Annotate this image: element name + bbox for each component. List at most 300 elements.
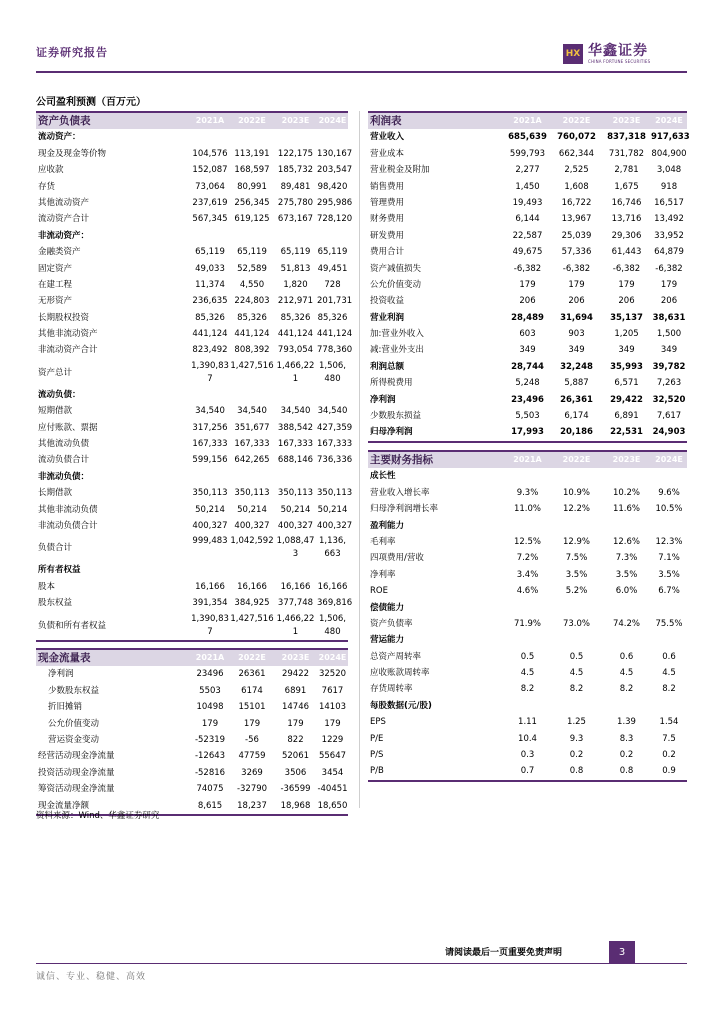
table-row <box>368 244 687 260</box>
row-value: 6.7% <box>658 586 680 597</box>
row-value: 179 <box>568 279 585 290</box>
row-value: 1,427,516 <box>230 360 274 371</box>
row-value: 1.54 <box>659 717 679 728</box>
column-header-2023e: 2023E <box>281 653 310 662</box>
row-value: 32,248 <box>560 361 593 372</box>
row-value <box>504 600 551 616</box>
row-value: 728,120 <box>317 214 353 225</box>
row-value: 1.39 <box>617 717 636 728</box>
table-title: 现金流量表 <box>38 652 91 664</box>
row-value: 34,540 <box>280 406 311 417</box>
row-label: 资产减值损失 <box>370 263 422 274</box>
row-value: 5,248 <box>515 378 540 389</box>
column-header-2021a: 2021A <box>195 653 225 662</box>
row-value: 736,336 <box>317 455 353 466</box>
row-label: 非流动负债合计 <box>38 520 98 531</box>
row-value: 377,748 <box>277 598 314 609</box>
row-value: 369,816 <box>317 598 353 609</box>
row-value: 152,087 <box>192 165 228 176</box>
row-label: 营业收入 <box>370 132 405 143</box>
row-label: 资产负债率 <box>370 618 413 629</box>
table-row <box>368 632 687 648</box>
row-label: 毛利率 <box>370 536 396 547</box>
table-row <box>36 562 348 578</box>
row-value: 599,156 <box>192 455 228 466</box>
row-value: 0.9 <box>662 766 676 777</box>
row-value: -6,382 <box>612 263 641 274</box>
table-row <box>36 403 348 419</box>
row-value: 7.2% <box>516 553 539 564</box>
row-value: 237,619 <box>192 197 228 208</box>
row-label: 短期借款 <box>38 406 73 417</box>
table-row <box>36 387 348 403</box>
row-value: 688,146 <box>277 455 314 466</box>
row-label: 费用合计 <box>370 247 405 258</box>
table-title: 利润表 <box>370 115 402 127</box>
row-value: 1,205 <box>614 329 639 340</box>
row-value: 350,113 <box>192 488 228 499</box>
row-value: 599,793 <box>509 148 546 159</box>
table-row <box>368 518 687 534</box>
row-value: 1,136,663 <box>318 536 347 560</box>
page-number: 3 <box>609 941 635 963</box>
row-value: 11.6% <box>612 504 640 515</box>
row-value: 728 <box>324 279 341 290</box>
row-value: 4.6% <box>516 586 539 597</box>
row-value: 3.5% <box>615 569 638 580</box>
row-value <box>551 468 602 484</box>
table-row <box>36 699 348 715</box>
row-value: 5,887 <box>564 378 589 389</box>
row-value <box>317 228 348 244</box>
row-label: 其他流动负债 <box>38 439 90 450</box>
row-value <box>651 518 687 534</box>
row-value: 85,326 <box>280 312 311 323</box>
row-label: 销售费用 <box>370 181 405 192</box>
table-row <box>368 326 687 342</box>
row-label: 总资产周转率 <box>370 651 422 662</box>
table-row <box>368 501 687 517</box>
table-row <box>368 583 687 599</box>
table-row <box>36 666 348 682</box>
row-value: 33,952 <box>654 230 684 241</box>
row-label: 偿债能力 <box>370 602 405 613</box>
row-value: 14746 <box>281 702 310 713</box>
source-note: 资料来源：Wind、华鑫证券研究 <box>36 811 160 821</box>
table-row <box>368 277 687 293</box>
table-row <box>368 342 687 358</box>
table-row <box>36 436 353 452</box>
table-row <box>368 146 687 162</box>
row-value: 4.5 <box>662 668 676 679</box>
row-value: 4,550 <box>239 279 265 290</box>
section-title: 公司盈利预测（百万元） <box>36 97 146 108</box>
row-label: 投资活动现金净流量 <box>38 767 115 778</box>
row-label: P/E <box>370 733 384 744</box>
row-value: 18,968 <box>280 800 311 811</box>
row-label: 非流动资产合计 <box>38 345 98 356</box>
row-value: 73,064 <box>195 181 225 192</box>
table-row <box>36 683 348 699</box>
row-value: 3.5% <box>658 569 680 580</box>
row-label: 存货周转率 <box>370 684 413 695</box>
row-value: 18,237 <box>237 800 267 811</box>
row-value: 760,072 <box>557 132 596 143</box>
row-label: 负债和所有者权益 <box>38 620 107 631</box>
table-row <box>36 162 353 178</box>
row-value: 3.4% <box>516 569 539 580</box>
row-value: -36599 <box>280 784 311 795</box>
row-value: 350,113 <box>277 488 314 499</box>
table-row <box>368 567 687 583</box>
table-row <box>368 747 687 763</box>
row-value: 441,124 <box>277 329 314 340</box>
row-value <box>274 228 317 244</box>
table-row <box>368 359 687 375</box>
row-value <box>504 468 551 484</box>
row-value: 400,327 <box>277 520 314 531</box>
row-value: 16,166 <box>280 581 311 592</box>
table-header-row <box>36 648 348 666</box>
row-value: 85,326 <box>195 312 225 323</box>
row-value: 2,277 <box>515 165 540 176</box>
row-value: 317,256 <box>192 422 228 433</box>
table-row <box>368 129 690 145</box>
row-value: 35,993 <box>610 361 643 372</box>
row-value: 3,048 <box>656 165 682 176</box>
row-value: 1,506,480 <box>318 360 347 384</box>
row-label: ROE <box>370 586 388 597</box>
row-value: 130,167 <box>317 148 353 159</box>
row-value: 23496 <box>196 669 224 680</box>
row-label: 所得税费用 <box>370 378 413 389</box>
column-header-2022e: 2022E <box>562 116 591 125</box>
disclaimer-note: 请阅读最后一页重要免责声明 <box>445 948 563 958</box>
table-row <box>36 228 348 244</box>
row-value <box>230 562 274 578</box>
row-value: 71.9% <box>513 618 541 629</box>
row-value: 4.5 <box>569 668 584 679</box>
row-value: 823,492 <box>192 345 228 356</box>
column-header-2021a: 2021A <box>513 455 542 464</box>
row-label: 净利润 <box>48 669 74 680</box>
row-value: 13,967 <box>561 214 592 225</box>
row-value: 1,390,837 <box>191 360 229 384</box>
row-value: 185,732 <box>277 165 314 176</box>
table-row <box>36 293 353 309</box>
logo-mark-icon: HX <box>563 44 583 64</box>
row-value: 6.0% <box>615 586 638 597</box>
income-statement-table <box>368 111 690 441</box>
row-value: 2,525 <box>564 165 589 176</box>
row-value <box>230 469 274 485</box>
table-row <box>36 342 353 358</box>
row-value <box>230 387 274 403</box>
row-value: 0.2 <box>619 750 634 761</box>
row-value: 203,547 <box>317 165 353 176</box>
row-label: 其他非流动负债 <box>38 504 98 515</box>
row-value: 6,174 <box>564 411 589 422</box>
row-value: 236,635 <box>192 296 228 307</box>
table-row <box>36 534 348 562</box>
row-value: 26361 <box>238 669 266 680</box>
table-row <box>368 534 687 550</box>
row-value <box>274 469 317 485</box>
row-value: 74.2% <box>612 618 640 629</box>
row-value: 10.4 <box>518 733 537 744</box>
row-value: 3.5% <box>565 569 588 580</box>
table-row <box>36 195 353 211</box>
row-value: 61,443 <box>611 247 642 258</box>
table-title: 资产负债表 <box>38 115 91 127</box>
row-value: 50,214 <box>237 504 267 515</box>
row-value: 804,900 <box>651 148 687 159</box>
row-value <box>651 632 687 648</box>
row-value: 50,214 <box>317 504 348 515</box>
row-value: 0.6 <box>619 651 634 662</box>
row-value: 55647 <box>318 751 347 762</box>
table-row <box>368 211 687 227</box>
table-row <box>368 375 687 391</box>
row-value: 9.3% <box>516 487 539 498</box>
table-row <box>368 681 687 697</box>
row-value <box>651 468 687 484</box>
row-label: 长期股权投资 <box>38 312 90 323</box>
table-row <box>368 293 687 309</box>
row-value: 7.1% <box>658 553 680 564</box>
row-value: 1,466,221 <box>276 360 315 384</box>
row-value: 167,333 <box>192 439 228 450</box>
table-row <box>368 179 687 195</box>
table-row <box>36 732 348 748</box>
row-label: 净利率 <box>370 569 396 580</box>
row-value: 1,675 <box>614 181 639 192</box>
column-header-2022e: 2022E <box>562 455 591 464</box>
row-value <box>274 562 317 578</box>
row-value: 51,813 <box>280 263 311 274</box>
row-value: 18,650 <box>317 800 348 811</box>
column-header-2023e: 2023E <box>281 116 310 125</box>
row-label: 存货 <box>38 181 56 192</box>
row-value <box>551 518 602 534</box>
row-value: 7.3% <box>615 553 638 564</box>
row-value: 179 <box>201 718 219 729</box>
row-value: 85,326 <box>317 312 348 323</box>
row-value <box>602 600 651 616</box>
table-row <box>368 600 687 616</box>
row-value: 16,517 <box>654 197 684 208</box>
table-row <box>36 716 348 732</box>
row-value: 35,137 <box>610 312 643 323</box>
row-value: 212,971 <box>277 296 314 307</box>
row-label: 流动资产： <box>38 132 81 143</box>
row-value: 34,540 <box>195 406 225 417</box>
row-value: 1,466,221 <box>276 613 315 637</box>
table-header-row <box>368 111 687 129</box>
row-value: 778,360 <box>317 345 353 356</box>
row-label: 营业税金及附加 <box>370 165 430 176</box>
row-value: 0.8 <box>569 766 584 777</box>
row-value: 32,520 <box>652 394 686 405</box>
row-value: 917,633 <box>651 132 690 143</box>
row-value <box>602 518 651 534</box>
row-value: 295,986 <box>317 197 353 208</box>
row-value: 1.25 <box>567 717 586 728</box>
row-label: 负债合计 <box>38 543 73 554</box>
row-label: 归母净利润 <box>370 427 413 438</box>
row-label: 财务费用 <box>370 214 405 225</box>
logo-english-name: CHINA FORTUNE SECURITIES <box>588 59 651 64</box>
row-value: 28,744 <box>511 361 544 372</box>
table-row <box>368 162 687 178</box>
table-row <box>36 781 348 797</box>
table-row <box>36 129 348 145</box>
row-value: 4.5 <box>619 668 634 679</box>
row-value: 12.3% <box>655 536 683 547</box>
table-bottom-rule <box>368 441 687 443</box>
row-label: 减:营业外支出 <box>370 345 424 356</box>
logo-chinese-name: 华鑫证券 <box>588 43 648 59</box>
row-value <box>317 387 348 403</box>
row-value: -6,382 <box>562 263 591 274</box>
row-value: 400,327 <box>192 520 228 531</box>
row-value: 567,345 <box>192 214 228 225</box>
row-value: 98,420 <box>317 181 348 192</box>
row-value: 8,615 <box>197 800 223 811</box>
table-row <box>36 244 348 260</box>
company-logo <box>563 44 650 64</box>
row-label: P/B <box>370 766 384 777</box>
row-value: 1,500 <box>656 329 682 340</box>
row-label: 应付账款、票据 <box>38 422 98 433</box>
row-value: 29,422 <box>610 394 643 405</box>
row-label: 少数股东损益 <box>370 411 422 422</box>
row-value: 89,481 <box>280 181 311 192</box>
table-header-row <box>36 111 348 129</box>
table-row <box>368 408 687 424</box>
row-value: 731,782 <box>608 148 645 159</box>
row-value: 13,492 <box>654 214 684 225</box>
row-value: 12.9% <box>562 536 590 547</box>
row-label: 净利润 <box>370 394 396 405</box>
row-label: 流动资产合计 <box>38 214 90 225</box>
row-label: 现金及现金等价物 <box>38 148 107 159</box>
row-label: 应收账款周转率 <box>370 668 430 679</box>
table-row <box>36 146 353 162</box>
row-value: 3506 <box>284 767 307 778</box>
row-value: 167,333 <box>277 439 314 450</box>
row-label: 应收款 <box>38 165 64 176</box>
row-value: 642,265 <box>234 455 270 466</box>
row-value: -12643 <box>194 751 226 762</box>
row-value: 441,124 <box>192 329 228 340</box>
row-value: 11,374 <box>195 279 225 290</box>
row-value: 603 <box>519 329 536 340</box>
column-header-2023e: 2023E <box>612 116 641 125</box>
row-value: 10.2% <box>612 487 640 498</box>
row-value: 179 <box>287 718 304 729</box>
row-label: 非流动负债： <box>38 471 90 482</box>
row-value: 384,925 <box>234 598 270 609</box>
row-value: 793,054 <box>277 345 314 356</box>
row-value: -56 <box>245 734 259 745</box>
row-label: 营业成本 <box>370 148 405 159</box>
row-value: 65,119 <box>237 247 267 258</box>
row-label: 少数股东权益 <box>48 685 100 696</box>
row-value: 388,542 <box>277 422 314 433</box>
column-header-2024e: 2024E <box>318 116 347 125</box>
table-row <box>36 326 353 342</box>
row-value <box>651 698 687 714</box>
row-value: 685,639 <box>508 132 547 143</box>
row-label: 折旧摊销 <box>48 702 83 713</box>
row-value: 0.2 <box>569 750 584 761</box>
row-value: 179 <box>519 279 536 290</box>
row-value <box>602 698 651 714</box>
row-value: 3454 <box>321 767 344 778</box>
row-value <box>274 387 317 403</box>
table-row <box>368 731 687 747</box>
row-value: 903 <box>568 329 585 340</box>
row-value: 122,175 <box>277 148 314 159</box>
row-value: 15101 <box>238 702 266 713</box>
row-value: 391,354 <box>192 598 228 609</box>
row-value: 38,631 <box>652 312 686 323</box>
table-row <box>36 211 353 227</box>
table-row <box>368 195 687 211</box>
row-label: 固定资产 <box>38 263 73 274</box>
row-value: 0.6 <box>662 651 676 662</box>
row-value: 14103 <box>318 702 347 713</box>
row-value: 822 <box>287 734 304 745</box>
row-label: 投资收益 <box>370 296 405 307</box>
row-value <box>317 562 348 578</box>
row-label: 非流动资产： <box>38 230 90 241</box>
row-value: 75.5% <box>655 618 683 629</box>
column-header-2021a: 2021A <box>195 116 225 125</box>
row-value: 12.6% <box>612 536 640 547</box>
row-label: 在建工程 <box>38 279 73 290</box>
table-header-row <box>368 450 687 468</box>
table-row <box>36 261 348 277</box>
row-value: 349 <box>660 345 678 356</box>
financial-indicators-table <box>368 450 687 780</box>
row-value: 85,326 <box>237 312 267 323</box>
row-value: 49,675 <box>512 247 543 258</box>
row-value: 113,191 <box>234 148 270 159</box>
row-value: 6891 <box>284 685 307 696</box>
row-value: 22,587 <box>512 230 543 241</box>
row-label: 资产总计 <box>38 367 73 378</box>
row-label: 每股数据(元/股) <box>370 700 432 711</box>
row-value <box>504 632 551 648</box>
row-value: 29,306 <box>611 230 642 241</box>
row-value <box>317 129 348 145</box>
table-row <box>36 420 353 436</box>
row-value: 1,042,592 <box>230 536 274 547</box>
row-value: 52,589 <box>237 263 267 274</box>
row-value <box>190 228 230 244</box>
table-row <box>368 424 687 440</box>
row-value: 17,993 <box>511 427 544 438</box>
row-value: 5503 <box>199 685 221 696</box>
row-value <box>651 600 687 616</box>
table-row <box>36 612 348 640</box>
row-value: 1.11 <box>518 717 537 728</box>
table-row <box>368 261 687 277</box>
row-value: 168,597 <box>234 165 270 176</box>
row-value: 0.2 <box>662 750 676 761</box>
